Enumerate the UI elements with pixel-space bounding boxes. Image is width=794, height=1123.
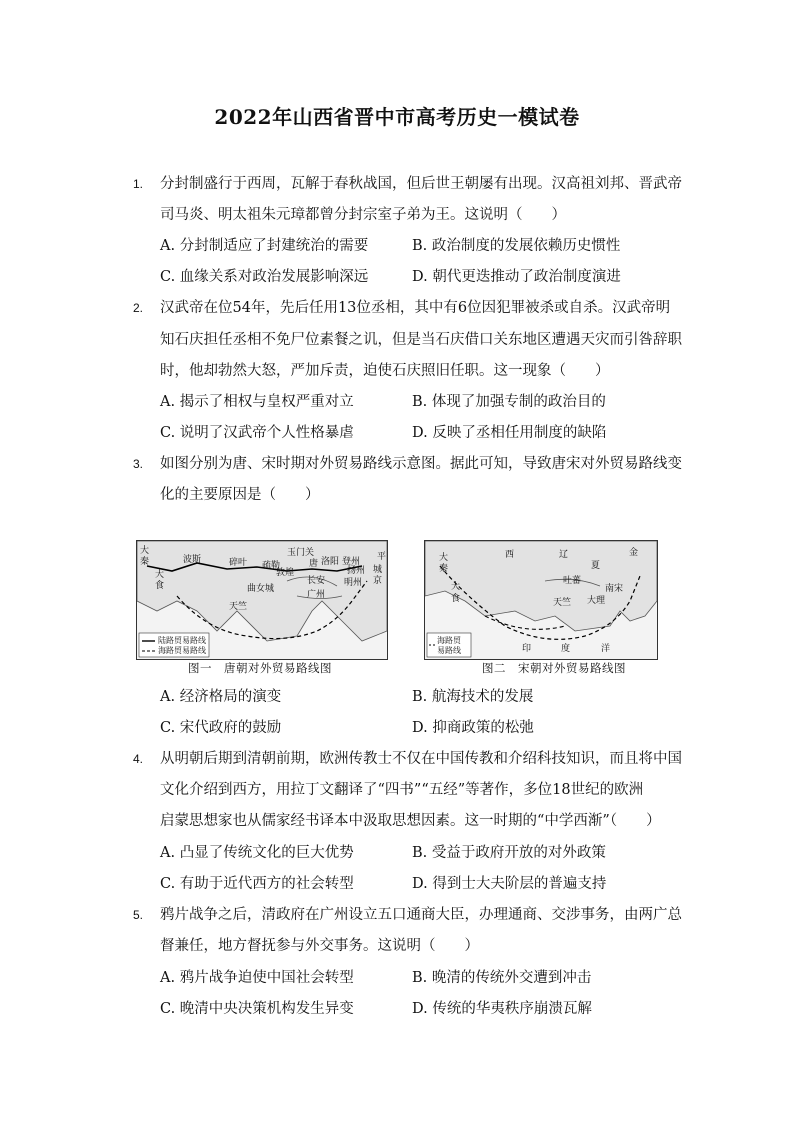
- option-d[interactable]: D. 得到士大夫阶层的普遍支持: [412, 876, 607, 892]
- map-label: 敦煌: [276, 568, 295, 578]
- map-label: 吐蕃: [563, 576, 582, 586]
- legend-sea-label: 海路贸: [437, 636, 461, 645]
- map-label: 夏: [591, 561, 601, 571]
- map-label: 登州: [342, 557, 361, 567]
- question-text-line: 分封制盛行于西周，瓦解于春秋战国，但后世王朝屡有出现。汉高祖刘邦、晋武帝: [160, 176, 682, 192]
- question-number: 4.: [133, 752, 144, 766]
- question-text-line: 时，他却勃然大怒，严加斥责，迫使石庆照旧任职。这一现象（ ）: [160, 363, 610, 379]
- page-title: 2022年山西省晋中市高考历史一模试卷: [214, 105, 580, 129]
- map-label: 平: [377, 552, 387, 562]
- question-text-line: 汉武帝在位54年，先后任用13位丞相，其中有6位因犯罪被杀或自杀。汉武帝明: [160, 300, 671, 316]
- question-text-line: 从明朝后期到清朝前期，欧洲传教士不仅在中国传教和介绍科技知识，而且将中国: [160, 751, 682, 767]
- map-label: 印: [522, 644, 532, 654]
- option-b[interactable]: B. 体现了加强专制的政治目的: [412, 394, 606, 410]
- option-d[interactable]: D. 传统的华夷秩序崩溃瓦解: [412, 1001, 592, 1017]
- map-label: 明州: [344, 578, 363, 588]
- option-d[interactable]: D. 朝代更迭推动了政治制度演进: [412, 269, 621, 285]
- map-label: 度: [561, 644, 571, 654]
- map-label: 洋: [601, 644, 611, 654]
- tang-trade-route-map: [136, 540, 388, 660]
- question-text-line: 督兼任，地方督抚参与外交事务。这说明（ ）: [160, 938, 479, 954]
- map-label: 大秦: [439, 553, 449, 574]
- option-c[interactable]: C. 晚清中央决策机构发生异变: [160, 1001, 354, 1017]
- tang-map-caption: 图一 唐朝对外贸易路线图: [188, 661, 332, 675]
- option-d[interactable]: D. 抑商政策的松弛: [412, 720, 534, 736]
- option-c[interactable]: C. 宋代政府的鼓励: [160, 720, 282, 736]
- map-label: 秦: [140, 557, 150, 567]
- question-text-line: 文化介绍到西方，用拉丁文翻译了“四书”“五经”等著作，多位18世纪的欧洲: [160, 782, 644, 798]
- map-label: 大理: [587, 596, 606, 606]
- option-a[interactable]: A. 揭示了相权与皇权严重对立: [160, 394, 354, 410]
- question-text-line: 启蒙思想家也从儒家经书译本中汲取思想因素。这一时期的“中学西渐”（ ）: [160, 813, 661, 829]
- question-text-line: 司马炎、明太祖朱元璋都曾分封宗室子弟为王。这说明（ ）: [160, 207, 566, 223]
- map-label: 广州: [307, 590, 326, 600]
- question-number: 3.: [133, 457, 144, 471]
- option-a[interactable]: A. 凸显了传统文化的巨大优势: [160, 845, 354, 861]
- map-label: 大: [155, 570, 165, 580]
- map-label: 唐: [309, 559, 319, 569]
- option-c[interactable]: C. 血缘关系对政治发展影响深远: [160, 269, 369, 285]
- question-number: 1.: [133, 177, 144, 191]
- map-label: 长安: [307, 576, 326, 586]
- map-label: 京: [373, 576, 383, 586]
- map-label: 西: [505, 550, 515, 560]
- map-label: 扬州: [347, 566, 366, 576]
- map-label: 城: [373, 565, 383, 575]
- option-d[interactable]: D. 反映了丞相任用制度的缺陷: [412, 425, 607, 441]
- option-b[interactable]: B. 晚清的传统外交遭到冲击: [412, 970, 592, 986]
- map-label: 疏勒: [262, 561, 281, 571]
- map-label: 南宋: [605, 584, 624, 594]
- map-label: 洛阳: [321, 557, 340, 567]
- map-label: 大: [140, 546, 150, 556]
- map-label: 天竺: [553, 598, 572, 608]
- question-text-line: 鸦片战争之后，清政府在广州设立五口通商大臣，办理通商、交涉事务，由两广总: [160, 907, 682, 923]
- question-text-line: 如图分别为唐、宋时期对外贸易路线示意图。据此可知，导致唐宋对外贸易路线变: [160, 456, 682, 472]
- map-label: 波斯: [183, 555, 202, 565]
- option-a[interactable]: A. 分封制适应了封建统治的需要: [160, 238, 369, 254]
- map-label: 食: [451, 594, 461, 604]
- option-c[interactable]: C. 有助于近代西方的社会转型: [160, 876, 354, 892]
- map-label: 曲女城: [247, 584, 275, 594]
- map-label: 食: [155, 581, 165, 591]
- question-text-line: 化的主要原因是（ ）: [160, 487, 320, 503]
- question-number: 5.: [133, 908, 144, 922]
- option-c[interactable]: C. 说明了汉武帝个人性格暴虐: [160, 425, 354, 441]
- option-a[interactable]: A. 鸦片战争迫使中国社会转型: [160, 970, 354, 986]
- option-b[interactable]: B. 航海技术的发展: [412, 689, 534, 705]
- map-label: 金: [629, 548, 639, 558]
- legend-sea-label: 海路贸易路线: [158, 646, 206, 655]
- song-trade-route-map: [424, 540, 658, 660]
- map-label: 天竺: [229, 602, 248, 612]
- legend-sea-label: 易路线: [437, 646, 461, 655]
- option-b[interactable]: B. 政治制度的发展依赖历史惯性: [412, 238, 621, 254]
- map-label: 大: [451, 582, 461, 592]
- option-a[interactable]: A. 经济格局的演变: [160, 689, 282, 705]
- map-label: 辽: [559, 550, 569, 560]
- option-b[interactable]: B. 受益于政府开放的对外政策: [412, 845, 606, 861]
- map-label: 碎叶: [229, 558, 248, 568]
- song-map-caption: 图二 宋朝对外贸易路线图: [482, 661, 626, 675]
- question-text-line: 知石庆担任丞相不免尸位素餐之讥，但是当石庆借口关东地区遭遇天灾而引咎辞职: [160, 332, 682, 348]
- question-number: 2.: [133, 301, 144, 315]
- legend-land-label: 陆路贸易路线: [158, 636, 206, 645]
- map-label: 玉门关: [287, 548, 315, 558]
- sea-route: [485, 616, 565, 629]
